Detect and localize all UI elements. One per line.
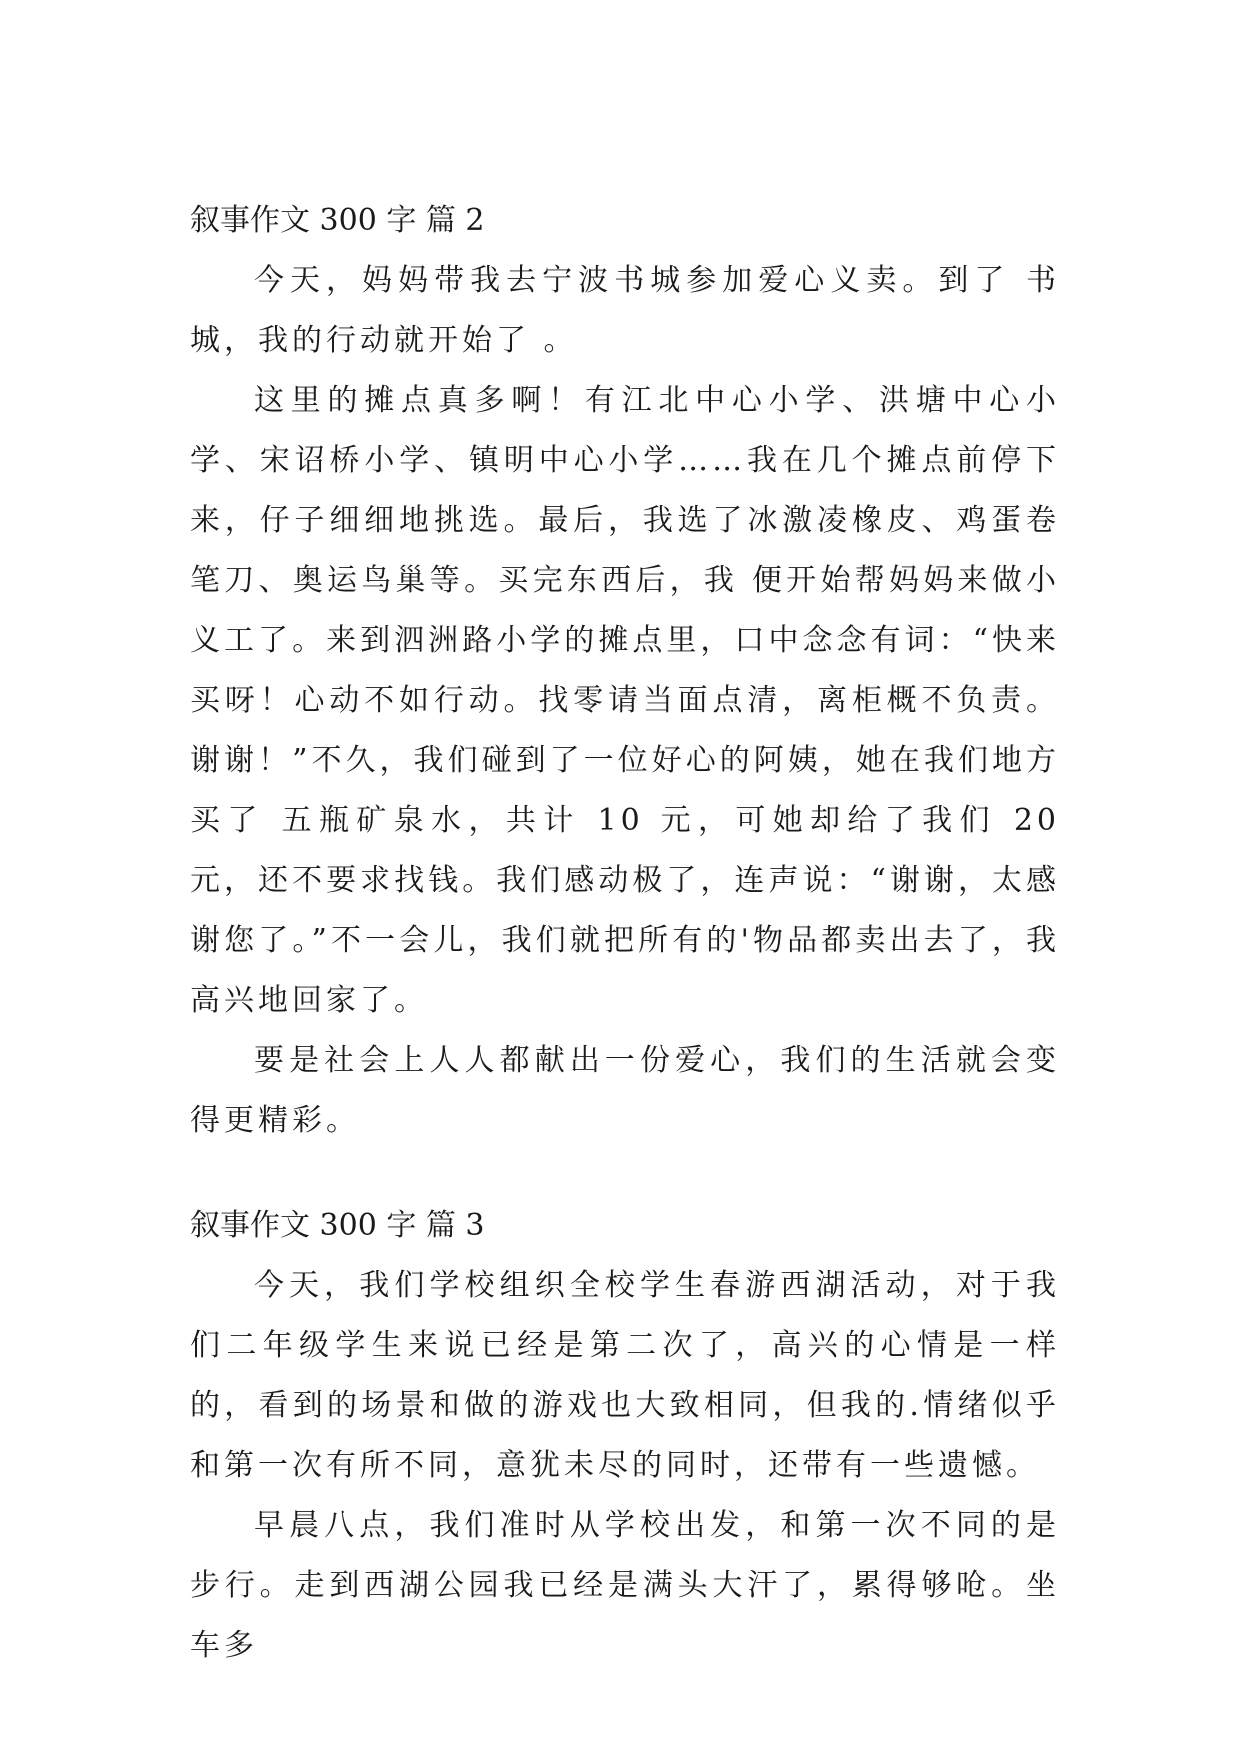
section-heading: 叙事作文 300 字 篇 2 xyxy=(190,203,485,238)
paragraph: 这里的摊点真多啊！有江北中心小学、洪塘中心小学、宋诏桥小学、镇明中心小学……我在几个摊点前停下来，仔子细细地挑选。最后，我选了冰激凌橡皮、鸡蛋卷笔刀、奥运鸟巢等。买完东西后，我 便开始帮妈妈来做小义工了。来到泗洲路小学的摊点里，口中念念有词：“快来买呀！心动不如行动。找零请当面点清，离柜概不负责。谢谢！”不久，我们碰到了一位好心的阿姨，她在我们地方买了 五瓶矿泉水，共计 10 元，可她却给了我们 20 元，还不要求找钱。我们感动极了，连声说：“谢谢，太感谢您了。”不一会儿，我们就把所有的'物品都卖出去了，我高兴地回家了。 xyxy=(190,383,1060,1018)
paragraph: 今天，我们学校组织全校学生春游西湖活动，对于我们二年级学生来说已经是第二次了，高兴的心情是一样的，看到的场景和做的游戏也大致相同，但我的.情绪似乎和第一次有所不同，意犹未尽的同时，还带有一些遗憾。 xyxy=(190,1268,1060,1483)
paragraph: 今天，妈妈带我去宁波书城参加爱心义卖。到了 书城，我的行动就开始了 。 xyxy=(190,263,1060,358)
essay-section-3 xyxy=(190,1201,1060,1676)
essay-section-2 xyxy=(190,196,1060,1151)
section-heading: 叙事作文 300 字 篇 3 xyxy=(190,1208,485,1243)
document-page xyxy=(190,196,1060,1676)
paragraph: 要是社会上人人都献出一份爱心，我们的生活就会变得更精彩。 xyxy=(190,1043,1060,1138)
paragraph: 早晨八点，我们准时从学校出发，和第一次不同的是步行。走到西湖公园我已经是满头大汗了，累得够呛。坐车多 xyxy=(190,1508,1060,1663)
